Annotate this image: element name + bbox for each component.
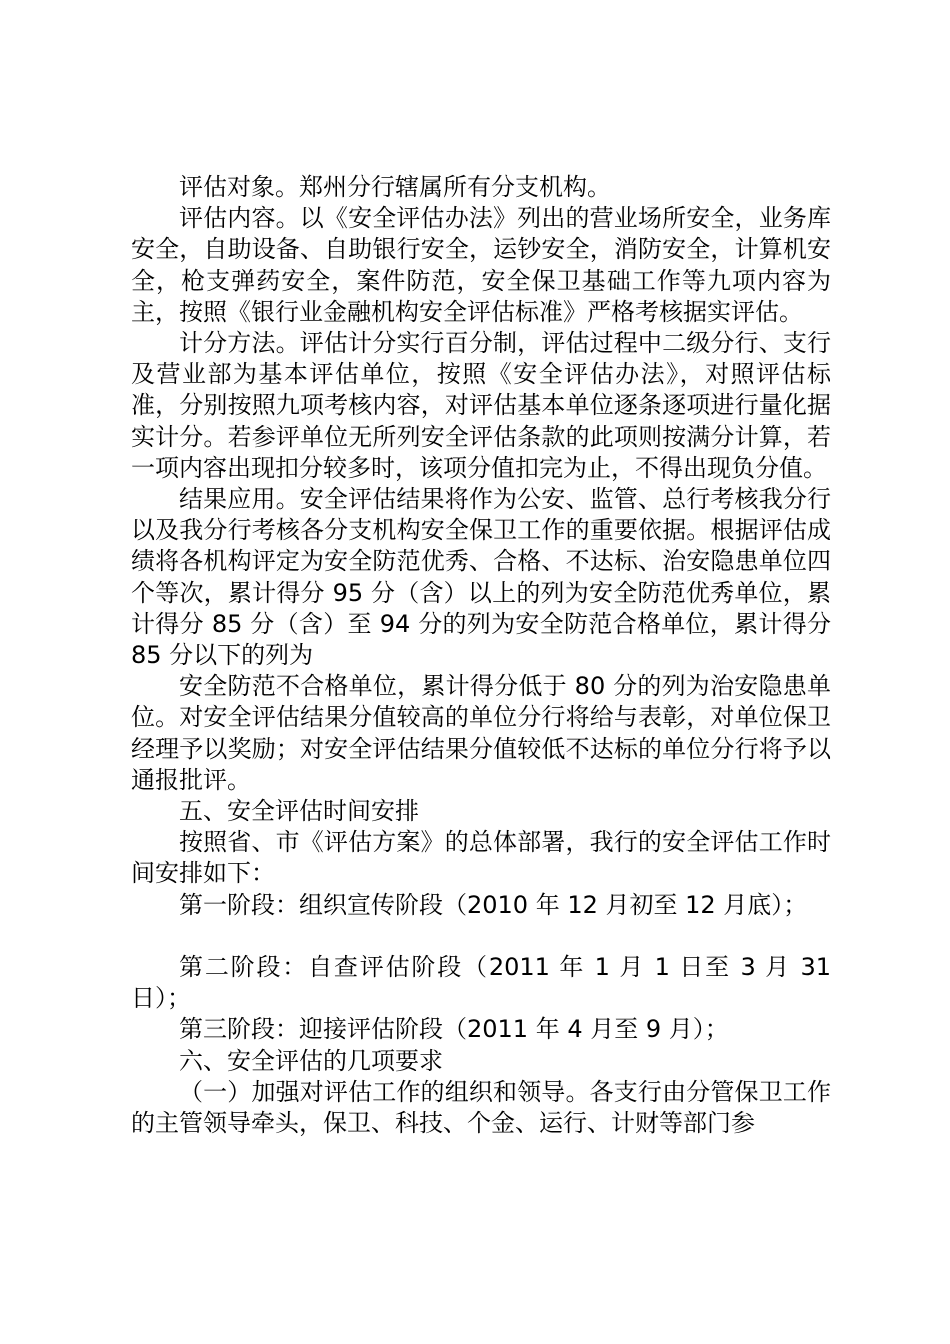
section-heading-schedule: 五、安全评估时间安排 [179, 797, 419, 826]
paragraph-scoring-method: 计分方法。评估计分实行百分制，评估过程中二级分行、支行及营业部为基本评估单位，按照《安全评估办法》，对照评估标准，分别按照九项考核内容，对评估基本单位逐条逐项进行量化据实计分。若参评单位无所列安全评估条款的此项则按满分计算，若一项内容出现扣分较多时，该项分值扣完为止，不得出现负分值。 [131, 329, 831, 482]
paragraph-phase-two: 第二阶段：自查评估阶段（2011 年 1 月 1 日至 3 月 31 日）； [131, 953, 831, 1013]
paragraph-schedule-intro: 按照省、市《评估方案》的总体部署，我行的安全评估工作时间安排如下： [131, 828, 831, 888]
paragraph-evaluation-content: 评估内容。以《安全评估办法》列出的营业场所安全，业务库安全，自助设备、自助银行安全，运钞安全，消防安全，计算机安全，枪支弹药安全，案件防范，安全保卫基础工作等九项内容为主，按照《银行业金融机构安全评估标准》严格考核据实评估。 [131, 204, 831, 326]
paragraph-result-application-continued: 安全防范不合格单位，累计得分低于 80 分的列为治安隐患单位。对安全评估结果分值较高的单位分行将给与表彰，对单位保卫经理予以奖励；对安全评估结果分值较低不达标的单位分行将予以通报批评。 [131, 672, 831, 794]
paragraph-requirement-one: （一）加强对评估工作的组织和领导。各支行由分管保卫工作的主管领导牵头，保卫、科技、个金、运行、计财等部门参 [131, 1077, 831, 1138]
document-body [131, 172, 831, 1139]
paragraph-result-application: 结果应用。安全评估结果将作为公安、监管、总行考核我分行以及我分行考核各分支机构安全保卫工作的重要依据。根据评估成绩将各机构评定为安全防范优秀、合格、不达标、治安隐患单位四个等次，累计得分 95 分（含）以上的列为安全防范优秀单位，累计得分 85 分（含）至 94 分的列为安全防范合格单位，累计得分 85 分以下的列为 [131, 485, 831, 670]
paragraph-phase-three: 第三阶段：迎接评估阶段（2011 年 4 月至 9 月）； [179, 1015, 729, 1044]
paragraph-evaluation-target: 评估对象。郑州分行辖属所有分支机构。 [179, 173, 611, 201]
section-heading-requirements: 六、安全评估的几项要求 [179, 1046, 443, 1075]
paragraph-phase-one: 第一阶段：组织宣传阶段（2010 年 12 月初至 12 月底）； [179, 890, 808, 919]
